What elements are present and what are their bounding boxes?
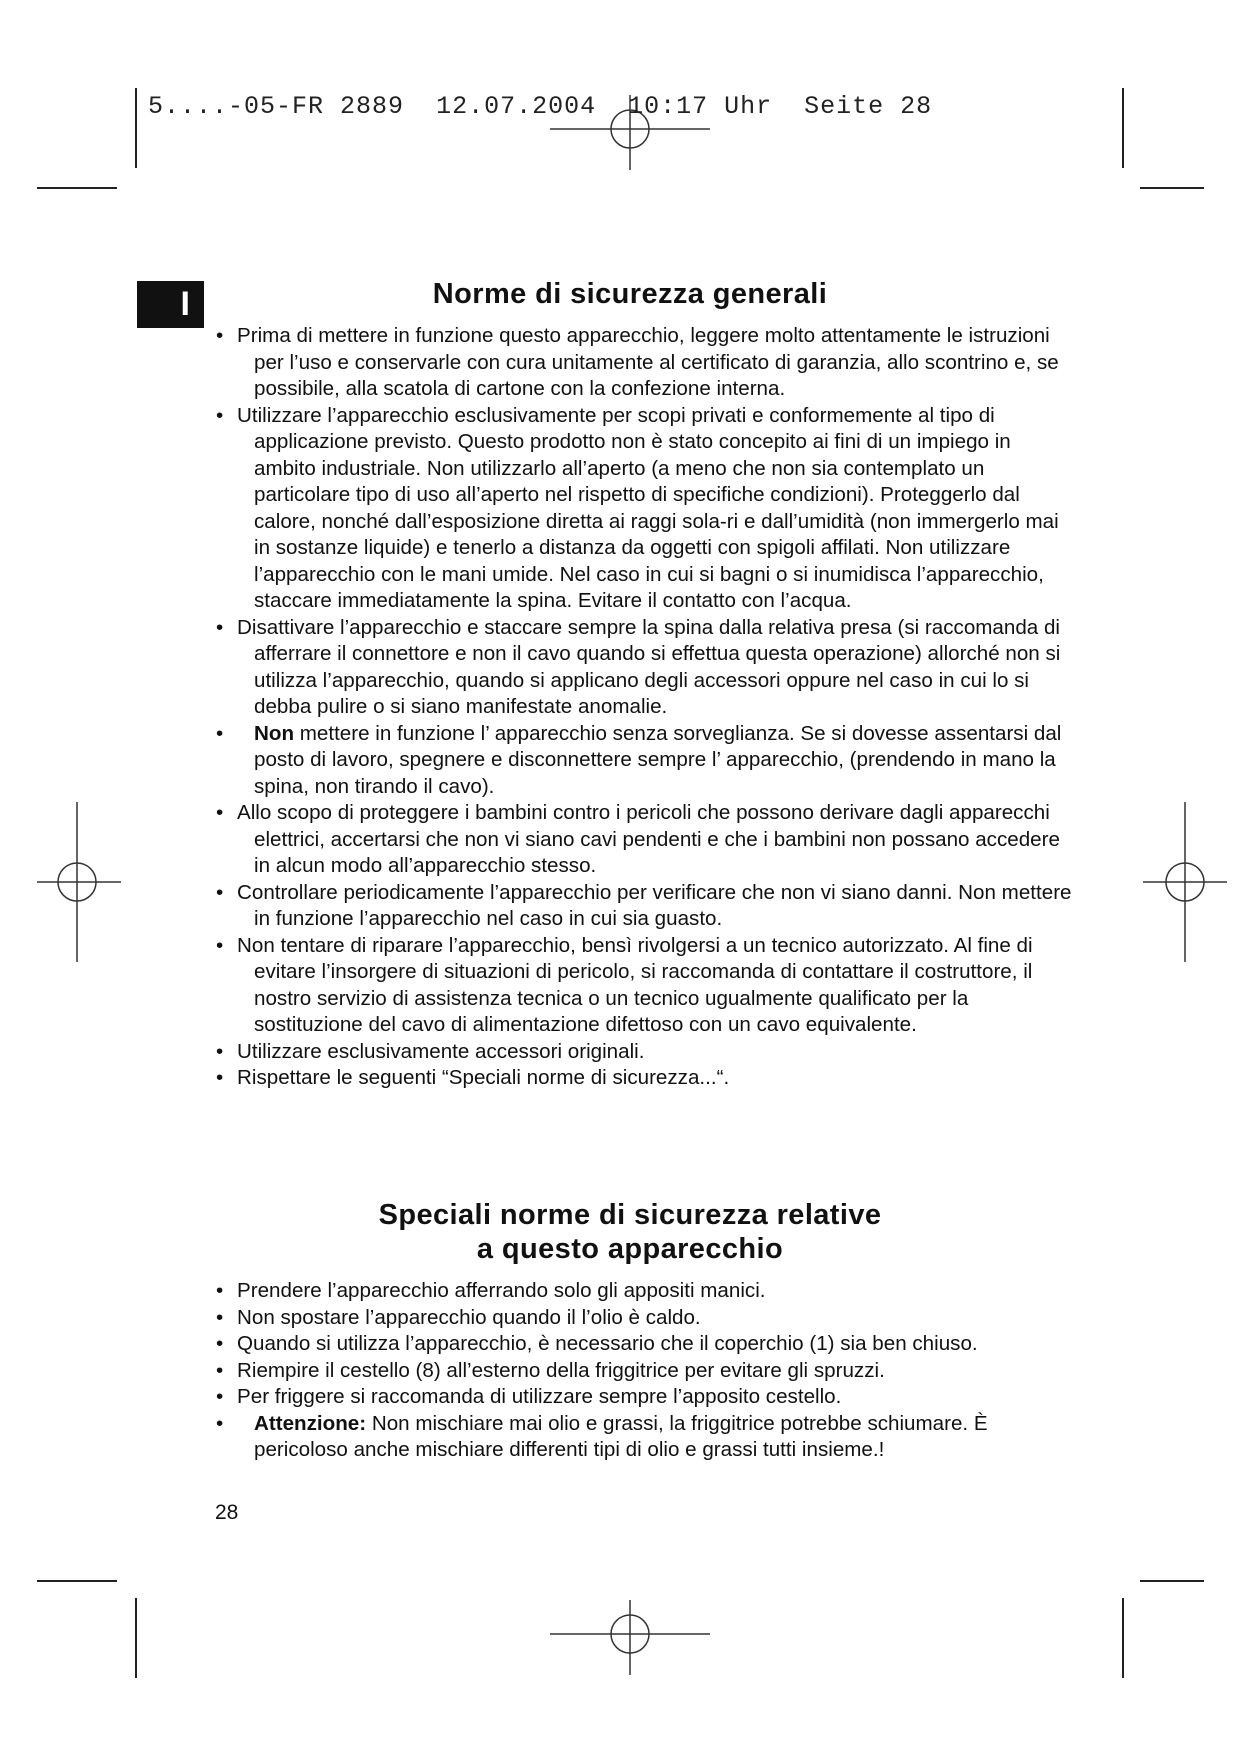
bullet-icon: •	[216, 801, 224, 824]
registration-mark-left-icon	[37, 802, 121, 962]
bullet-icon: •	[216, 1279, 224, 1302]
print-header	[148, 92, 932, 121]
list-item	[213, 323, 1073, 403]
list-item	[213, 1039, 1073, 1066]
item-text: Non spostare l’apparecchio quando il l’olio è caldo.	[237, 1305, 701, 1329]
list-item	[213, 615, 1073, 721]
list-item	[213, 721, 1073, 801]
bullet-icon: •	[216, 1332, 224, 1355]
list-item	[213, 1305, 1073, 1332]
registration-mark-right-icon	[1143, 802, 1227, 962]
list-item	[213, 1331, 1073, 1358]
bullet-icon: •	[216, 880, 224, 904]
print-time: 10:17 Uhr	[628, 92, 773, 121]
item-text: Disattivare l’apparecchio e staccare sempre la spina dalla relativa presa (si raccomanda di afferrare il connettore e non il cavo quando si effettua questa operazione) allorché non si utilizza l’apparecchio, quando si applicano degli accessori oppure nel caso in cui lo si debba pulire o si siano manifestate anomalie.	[237, 615, 1061, 718]
item-emphasis: Attenzione:	[254, 1411, 367, 1435]
print-page: Seite 28	[804, 92, 933, 121]
general-safety-list	[213, 323, 1073, 1092]
bullet-icon: •	[216, 403, 224, 427]
bullet-icon: •	[216, 1066, 224, 1089]
item-text: Utilizzare l’apparecchio esclusivamente per scopi privati e conformemente al tipo di applicazione previsto. Questo prodotto non è stato concepito ai fini di un impiego in ambito industriale. Non utilizzarlo all’aperto (a meno che non sia contemplato un particolare tipo di uso all’aperto nel rispetto di specifiche condizioni). Proteggerlo dal calore, nonché dall’esposizione diretta ai raggi sola-ri e dall’umidità (non immergerlo mai in sostanze liquide) e tenerlo a distanza da oggetti con spigoli affilati. Non utilizzare l’apparecchio con le mani umide. Nel caso in cui si bagni o si inumidisca l’apparecchio, staccare immediatamente la spina. Evitare il contatto con l’acqua.	[237, 403, 1059, 612]
item-text: Controllare periodicamente l’apparecchio per verificare che non vi siano danni. Non mettere in funzione l’apparecchio nel caso in cui sia guasto.	[237, 880, 1072, 930]
list-item	[213, 403, 1073, 615]
list-item	[213, 800, 1073, 880]
item-emphasis: Non	[254, 721, 295, 745]
bullet-icon: •	[216, 1039, 224, 1063]
section-title-special-safety-line2: a questo apparecchio	[476, 1233, 784, 1265]
item-text: Prima di mettere in funzione questo apparecchio, leggere molto attentamente le istruzioni per l’uso e conservarle con cura unitamente al certificato di garanzia, allo scontrino e, se possibile, alla scatola di cartone con la confezione interna.	[237, 324, 1059, 400]
section-title-general-safety: Norme di sicurezza generali	[432, 278, 828, 310]
list-item	[213, 1384, 1073, 1411]
item-text: Utilizzare esclusivamente accessori originali.	[237, 1039, 645, 1063]
special-safety-list	[213, 1278, 1073, 1464]
bullet-icon: •	[216, 615, 224, 639]
item-text: Non mischiare mai olio e grassi, la friggitrice potrebbe schiumare. È pericoloso anche mischiare differenti tipi di olio e grassi tutti insieme.!	[254, 1411, 988, 1461]
list-item	[213, 1278, 1073, 1305]
list-item	[213, 933, 1073, 1039]
list-item	[213, 1411, 1073, 1464]
page-number: 28	[215, 1501, 239, 1524]
list-item	[213, 1358, 1073, 1385]
item-text: Prendere l’apparecchio afferrando solo gli appositi manici.	[237, 1279, 766, 1302]
item-text: Rispettare le seguenti “Speciali norme di sicurezza...“.	[237, 1066, 730, 1089]
list-item	[213, 880, 1073, 933]
bullet-icon: •	[216, 1358, 224, 1382]
bullet-icon: •	[216, 721, 224, 745]
item-text: Quando si utilizza l’apparecchio, è necessario che il coperchio (1) sia ben chiuso.	[237, 1332, 978, 1355]
bullet-icon: •	[216, 933, 224, 957]
item-text: Non tentare di riparare l’apparecchio, bensì rivolgersi a un tecnico autorizzato. Al fine di evitare l’insorgere di situazioni di pericolo, si raccomanda di contattare il costruttore, il nostro servizio di assistenza tecnica o un tecnico ugualmente qualificato per la sostituzione del cavo di alimentazione difettoso con un cavo equivalente.	[237, 933, 1033, 1036]
bullet-icon: •	[216, 1411, 224, 1435]
registration-mark-bottom-icon	[540, 1600, 720, 1675]
language-tab: I	[137, 281, 204, 328]
list-item	[213, 1065, 1073, 1092]
bullet-icon: •	[216, 324, 224, 347]
section-title-special-safety-line1: Speciali norme di sicurezza relative	[378, 1199, 882, 1231]
item-text: Per friggere si raccomanda di utilizzare sempre l’apposito cestello.	[237, 1385, 842, 1408]
bullet-icon: •	[216, 1305, 224, 1329]
print-date: 12.07.2004	[436, 92, 597, 121]
item-text: Riempire il cestello (8) all’esterno della friggitrice per evitare gli spruzzi.	[237, 1358, 885, 1382]
bullet-icon: •	[216, 1385, 224, 1408]
print-job: 5....-05-FR 2889	[148, 92, 405, 121]
item-text: mettere in funzione l’ apparecchio senza sorveglianza. Se si dovesse assentarsi dal posto di lavoro, spegnere e disconnettere sempre l’ apparecchio, (prendendo in mano la spina, non tirando il cavo).	[254, 721, 1062, 798]
item-text: Allo scopo di proteggere i bambini contro i pericoli che possono derivare dagli apparecchi elettrici, accertarsi che non vi siano cavi pendenti e che i bambini non possano accedere in alcun modo all’apparecchio stesso.	[237, 801, 1060, 877]
